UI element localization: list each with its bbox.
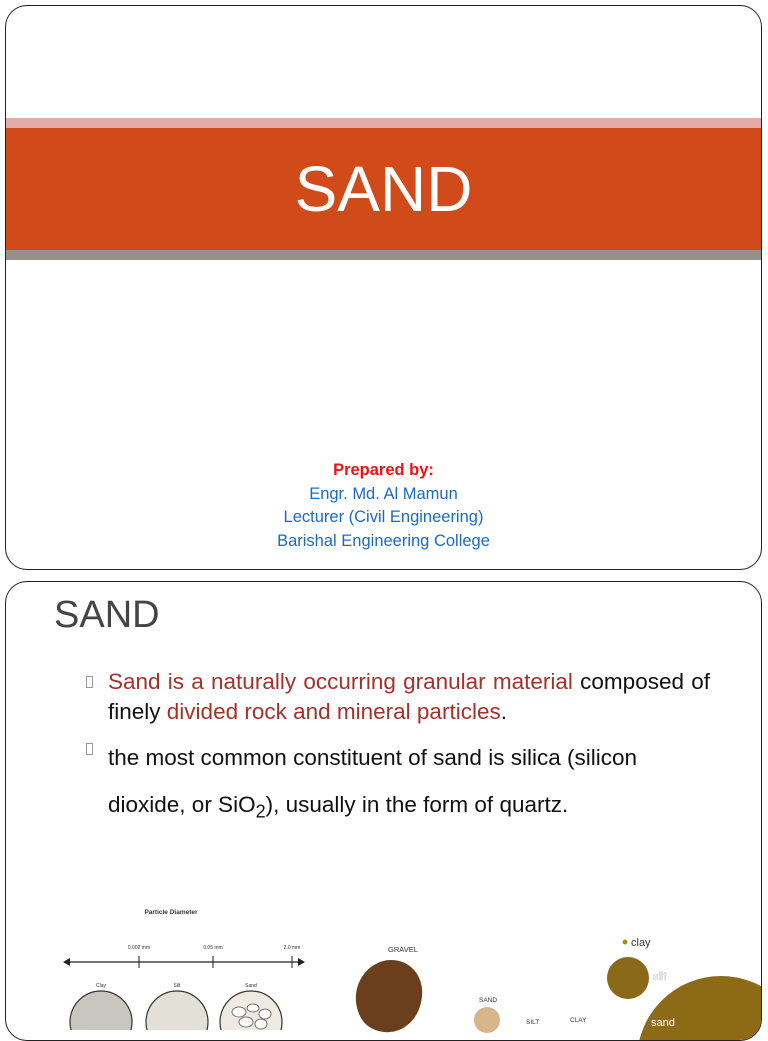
bullet-item xyxy=(108,734,710,836)
clay-dot xyxy=(623,940,628,945)
clay-label: clay xyxy=(631,937,651,949)
author-position: Lecturer (Civil Engineering) xyxy=(283,508,484,526)
gravel-particle xyxy=(356,960,422,1032)
bullet-list xyxy=(84,667,710,844)
subscript: 2 xyxy=(255,801,266,822)
author-name: Engr. Md. Al Mamun xyxy=(309,484,458,503)
prepared-by-label: Prepared by: xyxy=(333,461,434,479)
sand-label: SAND xyxy=(479,997,498,1004)
silt-label: silt xyxy=(653,971,667,983)
bullet-marker-icon xyxy=(86,676,93,688)
silt-circle xyxy=(607,957,649,999)
silt-sample-disc xyxy=(146,991,208,1030)
clay-label: CLAY xyxy=(570,1017,587,1024)
slide-title: SAND xyxy=(294,153,473,225)
clay-sample-disc xyxy=(70,991,132,1030)
slide-heading: SAND xyxy=(54,594,160,636)
bullet-item xyxy=(108,667,710,726)
sample-label: Sand xyxy=(245,983,257,989)
gravel-label: GRAVEL xyxy=(388,945,418,954)
bullet-text: the most common constituent of sand is silica (silicon xyxy=(108,745,637,770)
sample-label: Silt xyxy=(173,983,181,989)
tick-label: 2.0 mm xyxy=(283,945,301,951)
bullet-text: . xyxy=(500,698,507,724)
title-slide xyxy=(5,5,762,570)
bullet-text-highlight: divided rock and mineral particles xyxy=(166,698,501,724)
sample-label: Clay xyxy=(95,983,107,989)
credits-block xyxy=(6,459,761,553)
sand-particle xyxy=(474,1007,500,1033)
tick-label: 0.002 mm xyxy=(127,945,151,951)
bullet-text-line2: dioxide, or SiO$_2$), usually in the form of quartz. xyxy=(108,792,569,822)
title-band-top xyxy=(6,118,761,128)
bullet-text-highlight: Sand is a naturally occurring granular material xyxy=(108,669,573,694)
sand-label: sand xyxy=(651,1017,675,1029)
sand-circle xyxy=(637,976,761,1040)
bullet-marker-icon xyxy=(86,743,93,755)
author-institution: Barishal Engineering College xyxy=(277,531,490,550)
bullet-text: composed of finely xyxy=(108,669,710,724)
title-band-bottom xyxy=(6,250,761,260)
tick-label: 0.05 mm xyxy=(203,945,223,951)
content-slide xyxy=(5,581,762,1041)
diagram-title: Particle Diameter xyxy=(144,909,198,916)
silt-label: SILT xyxy=(526,1019,540,1026)
particle-diameter-diagram xyxy=(61,900,311,1030)
